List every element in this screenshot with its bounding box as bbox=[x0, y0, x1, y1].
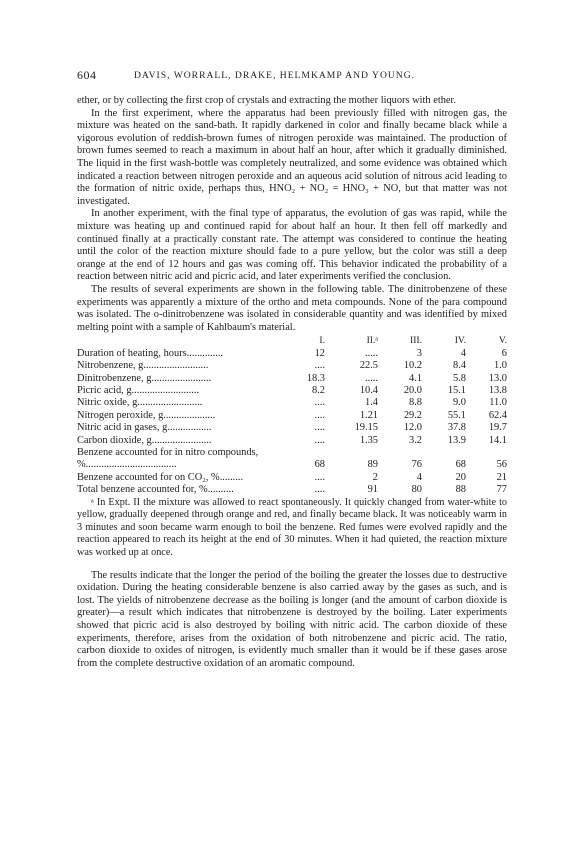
table-cell: 13.0 bbox=[488, 372, 507, 384]
table-cell: 10.2 bbox=[403, 360, 422, 372]
table-cell: 21 bbox=[496, 471, 507, 483]
table-cell: .... bbox=[314, 409, 325, 421]
table-row bbox=[77, 484, 507, 496]
table-cell bbox=[325, 447, 378, 459]
table-column-header: I. bbox=[319, 335, 325, 347]
table-cell: 12 bbox=[314, 347, 325, 359]
results-table bbox=[77, 335, 507, 496]
table-cell: 6 bbox=[501, 347, 507, 359]
table-cell: 5.8 bbox=[453, 372, 466, 384]
row-label: Dinitrobenzene, g....................... bbox=[77, 372, 212, 384]
table-row bbox=[77, 459, 507, 471]
table-cell bbox=[378, 447, 422, 459]
table-cell: 1.0 bbox=[494, 360, 507, 372]
table-cell: ..... bbox=[365, 347, 378, 359]
table-row bbox=[77, 373, 507, 385]
table-cell: 3 bbox=[416, 347, 422, 359]
table-cell: .... bbox=[314, 397, 325, 409]
table-cell: 13.8 bbox=[488, 384, 507, 396]
table-cell: 2 bbox=[372, 471, 378, 483]
row-label: Carbon dioxide, g....................... bbox=[77, 434, 212, 446]
table-row bbox=[77, 435, 507, 447]
table-column-header: III. bbox=[410, 335, 422, 347]
table-footnote: ᵃ In Expt. II the mixture was allowed to react spontaneously. It quickly changed from water-white to yellow, gradually deepened through orange and red, and finally became black. It was noticeably warm in 3 minutes and soon became warm enough to boil the benzene. Red fumes were evolved rapidly and the reaction appeared to reach its height at the end of 30 minutes. When it had quieted, the reaction mixture was worked up at once. bbox=[77, 496, 507, 558]
table-cell: .... bbox=[314, 422, 325, 434]
table-cell: 37.8 bbox=[447, 422, 466, 434]
row-label: Duration of heating, hours.............. bbox=[77, 347, 224, 359]
row-label: Benzene accounted for in nitro compounds, bbox=[77, 446, 259, 458]
table-cell: ..... bbox=[365, 372, 378, 384]
table-cell: 8.4 bbox=[453, 360, 466, 372]
table-row bbox=[77, 422, 507, 434]
paragraph-another-experiment: In another experiment, with the final type of apparatus, the evolution of gas was rapid, while the mixture was heating up and continued rapid for about half an hour. It then fell off markedly and continued finally at a practically constant rate. The attempt was considered to continue the heating until the color of the reaction mixture should fade to a pure yellow, but the color was still a deep orange at the end of 12 hours and gas was coming off. This behavior indicated the probability of a reaction between nitric acid and picric acid, and later experiments verified the conclusion. bbox=[77, 208, 507, 283]
row-label: Nitrogen peroxide, g.................... bbox=[77, 409, 216, 421]
table-cell: 3.2 bbox=[409, 434, 422, 446]
row-label: %................................... bbox=[77, 459, 177, 471]
row-label: Benzene accounted for on CO₂, %......... bbox=[77, 471, 244, 483]
paragraph-conclusion: The results indicate that the longer the period of the boiling the greater the losses due to destructive oxidation. During the heating considerable benzene is also carried away by the gases as such, and is lost. The yields of nitrobenzene decrease as the boiling is longer (and the amount of carbon dioxide is greater)—a result which indicates that nitrobenzene is destroyed by the boiling. Later experiments showed that picric acid is also destroyed by boiling with nitric acid. The carbon dioxide of these experiments, therefore, arises from the oxidation of both nitrobenzene and picric acid. The ratio, carbon dioxide to oxides of nitrogen, is evidently much smaller than it would be if these gases arose from the complete destructive oxidation of an aromatic compound. bbox=[77, 569, 507, 669]
table-cell: 20 bbox=[455, 471, 466, 483]
table-cell: 18.3 bbox=[306, 372, 325, 384]
table-cell: .... bbox=[314, 360, 325, 372]
table-cell: 20.0 bbox=[403, 384, 422, 396]
table-row bbox=[77, 348, 507, 360]
table-cell: 1.21 bbox=[359, 409, 378, 421]
table-cell: 80 bbox=[411, 484, 422, 496]
section-gap bbox=[77, 560, 507, 570]
article-body bbox=[77, 95, 507, 670]
table-header-row bbox=[77, 335, 507, 347]
table-row bbox=[77, 447, 507, 459]
table-row bbox=[77, 397, 507, 409]
table-cell: 55.1 bbox=[447, 409, 466, 421]
paragraph-continuation: ether, or by collecting the first crop of crystals and extracting the mother liquors with ether. bbox=[77, 95, 457, 106]
table-cell: .... bbox=[314, 434, 325, 446]
table-cell: 91 bbox=[367, 484, 378, 496]
page-header bbox=[77, 69, 507, 83]
table-cell: 4.1 bbox=[409, 372, 422, 384]
table-cell: 29.2 bbox=[403, 409, 422, 421]
table-cell: 8.2 bbox=[312, 384, 325, 396]
table-cell: 9.0 bbox=[453, 397, 466, 409]
table-cell: 15.1 bbox=[447, 384, 466, 396]
table-cell: 89 bbox=[367, 459, 378, 471]
table-cell: .... bbox=[314, 484, 325, 496]
table-row bbox=[77, 410, 507, 422]
table-cell: 1.35 bbox=[359, 434, 378, 446]
table-cell: 1.4 bbox=[365, 397, 378, 409]
table-cell: .... bbox=[314, 471, 325, 483]
table-row bbox=[77, 472, 507, 484]
row-label: Total benzene accounted for, %.......... bbox=[77, 484, 234, 496]
table-column-header: IV. bbox=[454, 335, 466, 347]
table-cell: 4 bbox=[416, 471, 422, 483]
table-cell: 68 bbox=[314, 459, 325, 471]
table-cell: 13.9 bbox=[447, 434, 466, 446]
table-cell: 19.15 bbox=[354, 422, 378, 434]
table-cell: 10.4 bbox=[359, 384, 378, 396]
table-cell: 22.5 bbox=[359, 360, 378, 372]
table-column-header: V. bbox=[498, 335, 507, 347]
table-cell: 77 bbox=[496, 484, 507, 496]
row-label: Picric acid, g.......................... bbox=[77, 384, 200, 396]
table-cell bbox=[297, 447, 325, 459]
table-cell: 56 bbox=[496, 459, 507, 471]
row-label: Nitric oxide, g......................... bbox=[77, 397, 203, 409]
table-cell bbox=[422, 447, 466, 459]
page-number: 604 bbox=[77, 68, 97, 82]
table-cell: 88 bbox=[455, 484, 466, 496]
table-cell: 4 bbox=[460, 347, 466, 359]
table-cell: 11.0 bbox=[489, 397, 507, 409]
paragraph-first-experiment: In the first experiment, where the apparatus had been previously filled with nitrogen gas, the mixture was heated on the sand-bath. It rapidly darkened in color and finally became black while a vigorous evolution of reddish-brown fumes of nitrogen peroxide was maintained. The production of brown fumes seemed to reach a maximum in about half an hour, after which it gradually diminished. The liquid in the first wash-bottle was completely neutralized, and some evidence was obtained which indicated a reaction between nitrogen peroxide and an aqueous acid solution of nitrous acid leading to the formation of nitric oxide, perhaps thus, HNO₂ + NO₂ = HNO₃ + NO, but that matter was not investigated. bbox=[77, 107, 507, 207]
table-cell: 8.8 bbox=[409, 397, 422, 409]
running-head: DAVIS, WORRALL, DRAKE, HELMKAMP AND YOUNG. bbox=[134, 70, 416, 81]
table-cell: 68 bbox=[455, 459, 466, 471]
row-label: Nitrobenzene, g......................... bbox=[77, 360, 209, 372]
table-column-header: II.ᵃ bbox=[366, 335, 378, 347]
table-cell: 19.7 bbox=[488, 422, 507, 434]
table-cell: 62.4 bbox=[488, 409, 507, 421]
table-cell: 76 bbox=[411, 459, 422, 471]
paragraph-results-intro: The results of several experiments are shown in the following table. The dinitrobenzene of these experiments was apparently a mixture of the ortho and meta compounds. None of the para compound was isolated. The o-dinitrobenzene was isolated in considerable quantity and was identified by mixed melting point with a sample of Kahlbaum's material. bbox=[77, 283, 507, 333]
table-row bbox=[77, 385, 507, 397]
table-cell: 14.1 bbox=[488, 434, 507, 446]
table-cell: 12.0 bbox=[403, 422, 422, 434]
table-row bbox=[77, 360, 507, 372]
table-cell bbox=[466, 447, 507, 459]
row-label: Nitric acid in gases, g................. bbox=[77, 422, 212, 434]
